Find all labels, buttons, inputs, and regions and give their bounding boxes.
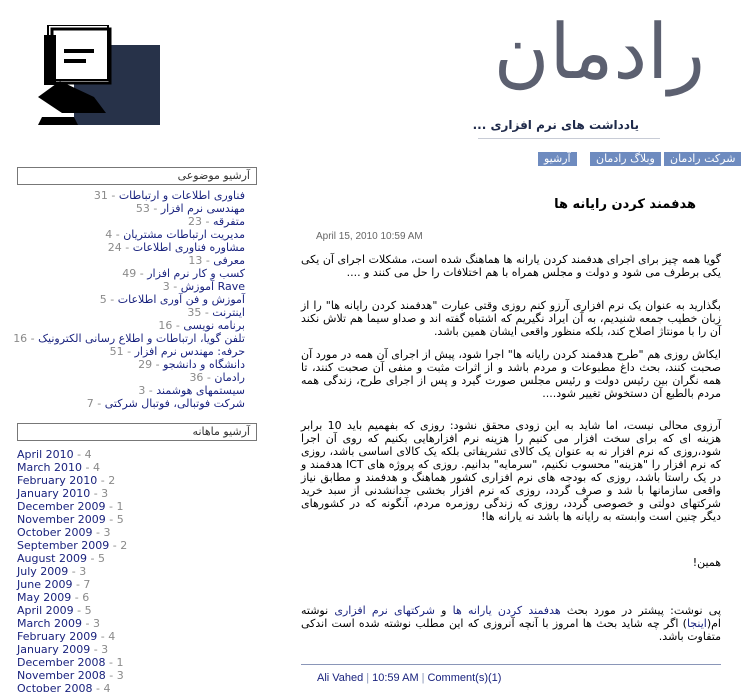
top-nav [0, 152, 747, 166]
post-date: April 15, 2010 10:59 AM [316, 231, 423, 242]
month-link[interactable]: February 2009 [17, 630, 98, 643]
month-count: 3 [116, 669, 124, 682]
topic-count: 4 [105, 228, 113, 241]
topic-link[interactable]: آموزش و فن آوری اطلاعات [117, 293, 245, 306]
topic-count: 3 [138, 384, 146, 397]
topic-item: معرفی - 13 [188, 254, 245, 267]
topic-item: مشاوره فناوری اطلاعات - 24 [107, 241, 245, 254]
month-count: 7 [83, 578, 91, 591]
topic-item: رادمان - 36 [189, 371, 245, 384]
month-link[interactable]: September 2009 [17, 539, 110, 552]
topic-count: 16 [158, 319, 173, 332]
postscript-text: و [434, 604, 453, 617]
topic-link[interactable]: اینترنت [212, 306, 245, 319]
month-count: 4 [93, 461, 100, 474]
post-footer [317, 672, 501, 684]
topic-item: آموزش و فن آوری اطلاعات - 5 [99, 293, 245, 306]
topic-count: 35 [187, 306, 202, 319]
topic-item: Rave آموزش - 3 [162, 280, 245, 293]
topic-count: 24 [107, 241, 122, 254]
topic-item: برنامه نویسی - 16 [158, 319, 245, 332]
tagline-divider [478, 138, 660, 139]
topic-item: حرفه: مهندس نرم افزار - 51 [109, 345, 245, 358]
month-count: 4 [108, 630, 116, 643]
post-paragraph: آرزوی محالی نیست، اما شاید به این زودی محقق نشود: روزی که بفهمیم باید 10 برابر هزینه ای که برای سخت افزار می کنیم را هزینه نرم افزارهایی بکنیم که روی آن اجرا شود،روزی که نرم افزار نه به عنوان یک کالای تشریفاتی بلکه یک کالای اساسی باشد، روزی که نرم افزار را "هزینه" محسوب نکنیم، "سرمایه" بدانیم. روزی که پروژه های ICT هدفمند و در یک راستا باشد، روزی که بودجه های نرم افزاری کشور هماهنگ و هدفمند و مطابق نیاز واقعی سازمانها با شد و صرف گردد، روزی که نرم افزار بخشی جدانشدنی از سبد خرید شرکتهای دولتی و خصوصی گردد، روزی که زندگی روزمره مردم، آنگونه که در کشورهای دیگر چنین است وابسته به رایانه ها باشد نه یارانه ها! [301, 419, 721, 523]
month-item: August 2009 - 5 [17, 552, 105, 565]
month-link[interactable]: November 2008 [17, 669, 106, 682]
month-link[interactable]: February 2010 [17, 474, 98, 487]
tagline: یادداشت های نرم افزاری ... [472, 118, 639, 132]
month-count: 3 [103, 526, 111, 539]
month-count: 5 [84, 604, 92, 617]
month-count: 3 [101, 643, 109, 656]
month-count: 1 [116, 500, 124, 513]
topic-count: 16 [13, 332, 28, 345]
topic-link[interactable]: حرفه: مهندس نرم افزار [134, 345, 245, 358]
topic-count: 29 [138, 358, 153, 371]
month-link[interactable]: October 2009 [17, 526, 93, 539]
month-link[interactable]: July 2009 [17, 565, 69, 578]
month-item: July 2009 - 3 [17, 565, 87, 578]
month-link[interactable]: January 2009 [17, 643, 91, 656]
month-item: April 2010 - 4 [17, 448, 92, 461]
postscript-text: ) اگر چه شاید بحث ها امروز با آنچه آنروزی که این مطلب نوشته شده است اندکی متفاوت باشد. [301, 617, 721, 643]
separator: | [366, 672, 370, 684]
month-item: October 2009 - 3 [17, 526, 111, 539]
topic-link[interactable]: Rave آموزش [180, 280, 245, 293]
topic-item: اینترنت - 35 [187, 306, 245, 319]
monthly-archive-list [17, 448, 127, 695]
month-count: 2 [120, 539, 128, 552]
month-item: November 2009 - 5 [17, 513, 124, 526]
topic-item: سیستمهای هوشمند - 3 [138, 384, 245, 397]
month-link[interactable]: March 2010 [17, 461, 83, 474]
month-count: 4 [103, 682, 111, 695]
topic-link[interactable]: سیستمهای هوشمند [156, 384, 245, 397]
topic-link[interactable]: مهندسی نرم افزار [160, 202, 245, 215]
month-count: 2 [108, 474, 116, 487]
month-link[interactable]: December 2009 [17, 500, 106, 513]
topic-archive-list [13, 189, 257, 410]
month-link[interactable]: June 2009 [17, 578, 73, 591]
topic-count: 53 [135, 202, 150, 215]
month-count: 3 [101, 487, 109, 500]
post-time-link[interactable]: 10:59 AM [372, 672, 419, 684]
month-link[interactable]: May 2009 [17, 591, 72, 604]
month-item: March 2009 - 3 [17, 617, 100, 630]
post-title: هدفمند کردن رایانه ها [554, 197, 696, 212]
month-item: December 2008 - 1 [17, 656, 124, 669]
topic-count: 36 [189, 371, 204, 384]
month-link[interactable]: October 2008 [17, 682, 93, 695]
month-item: April 2009 - 5 [17, 604, 92, 617]
topic-item: متفرقه - 23 [188, 215, 245, 228]
topic-link[interactable]: دانشگاه و دانشجو [163, 358, 245, 371]
month-count: 5 [116, 513, 124, 526]
topic-link[interactable]: مدیریت ارتباطات مشتریان [123, 228, 245, 241]
topic-link[interactable]: کسب و کار نرم افزار [147, 267, 245, 280]
month-count: 3 [79, 565, 87, 578]
tab-archive[interactable]: آرشیو [537, 152, 577, 166]
topic-item: فناوری اطلاعات و ارتباطات - 31 [93, 189, 245, 202]
post-comments-link[interactable]: Comment(s)(1) [427, 672, 502, 684]
post-paragraph: بگذارید به عنوان یک نرم افزاری آرزو کنم روزی وقتی عبارت "هدفمند کردن رایانه ها" را از زبان خطیب جمعه شنیدیم، به آن ایراد نگیریم که اشتباه گفته اند و صداو سیما هم تلاش نکند آن را با مونتاژ اصلاح کند، بلکه منظور واقعی ایشان همین باشد. [301, 299, 721, 338]
link-software-companies[interactable]: شرکتهای نرم افزاری [334, 604, 435, 617]
month-link[interactable]: January 2010 [17, 487, 91, 500]
topic-item: دانشگاه و دانشجو - 29 [138, 358, 245, 371]
topic-link[interactable]: برنامه نویسی [183, 319, 245, 332]
postscript-text: پی نوشت: پیشتر در مورد بحث [560, 604, 722, 617]
post-author-link[interactable]: Ali Vahed [317, 672, 364, 684]
topic-count: 51 [109, 345, 124, 358]
topic-archive-title: آرشیو موضوعی [17, 167, 257, 185]
month-count: 1 [116, 656, 124, 669]
monthly-archive-title: آرشیو ماهانه [17, 423, 257, 441]
topic-count: 7 [86, 397, 94, 410]
topic-count: 23 [188, 215, 203, 228]
topic-item: مهندسی نرم افزار - 53 [135, 202, 245, 215]
post-paragraph: همین! [692, 556, 721, 569]
tab-radman-blog[interactable]: وبلاگ رادمان [589, 152, 661, 166]
topic-count: 13 [188, 254, 203, 267]
topic-link[interactable]: تلفن گویا، ارتباطات و اطلاع رسانی الکترونیک [38, 332, 245, 345]
separator: | [421, 672, 425, 684]
topic-item: مدیریت ارتباطات مشتریان - 4 [105, 228, 245, 241]
month-item: October 2008 - 4 [17, 682, 111, 695]
post-footer-divider [301, 664, 721, 665]
month-item: January 2010 - 3 [17, 487, 109, 500]
link-here[interactable]: اینجا [686, 617, 707, 630]
topic-link[interactable]: شرکت فوتبالی، فوتبال شرکتی [104, 397, 245, 410]
topic-link[interactable]: متفرقه [212, 215, 245, 228]
postscript-text: نوشته ام( [301, 604, 721, 630]
month-item: September 2009 - 2 [17, 539, 128, 552]
month-item: November 2008 - 3 [17, 669, 124, 682]
post-paragraph: ایکاش روزی هم "طرح هدفمند کردن رایانه ها" اجرا شود، پیش از اجرای آن همه در مورد آن صحبت کنند، بحث داغ مطبوعات و مردم باشد و از اثرات مثبت و منفی آن صحبت کنند، تا همه نگران بین رئیس دولت و رئیس مجلس صورت گیرد و پس از اجرای طرح، زندگی همه مردم بالطبع آن دستخوش تغییر شود.... [301, 348, 721, 400]
topic-link[interactable]: مشاوره فناوری اطلاعات [132, 241, 245, 254]
header [0, 0, 747, 152]
topic-link[interactable]: معرفی [213, 254, 245, 267]
month-count: 3 [93, 617, 100, 630]
month-item: February 2009 - 4 [17, 630, 116, 643]
month-item: March 2010 - 4 [17, 461, 100, 474]
sidebar [13, 167, 257, 695]
topic-link[interactable]: فناوری اطلاعات و ارتباطات [118, 189, 245, 202]
month-count: 6 [82, 591, 90, 604]
month-link[interactable]: November 2009 [17, 513, 106, 526]
post-postscript [301, 604, 721, 643]
topic-count: 3 [162, 280, 170, 293]
brand-logo-text: رادمان [493, 7, 705, 96]
month-link[interactable]: April 2009 [17, 604, 74, 617]
tab-radman-company[interactable]: شرکت رادمان [663, 152, 741, 166]
topic-count: 31 [93, 189, 108, 202]
month-count: 5 [97, 552, 105, 565]
month-item: May 2009 - 6 [17, 591, 90, 604]
link-subsidy-targeting[interactable]: هدفمند کردن یارانه ها [452, 604, 561, 617]
month-link[interactable]: December 2008 [17, 656, 106, 669]
topic-link[interactable]: رادمان [214, 371, 245, 384]
post [301, 167, 724, 693]
topic-item: کسب و کار نرم افزار - 49 [122, 267, 245, 280]
month-link[interactable]: March 2009 [17, 617, 83, 630]
topic-item: تلفن گویا، ارتباطات و اطلاع رسانی الکترونیک - 16 [13, 332, 245, 345]
month-link[interactable]: April 2010 [17, 448, 74, 461]
month-link[interactable]: August 2009 [17, 552, 87, 565]
computer-logo-icon [34, 25, 160, 125]
month-count: 4 [84, 448, 92, 461]
topic-item: شرکت فوتبالی، فوتبال شرکتی - 7 [86, 397, 245, 410]
month-item: June 2009 - 7 [17, 578, 91, 591]
post-paragraph: گویا همه چیز برای اجرای هدفمند کردن یارانه ها هماهنگ شده است، مشکلات اجرای آن یکی یکی برطرف می شود و دولت و مجلس همراه با هم اختلافات را حل می کنند و .... [301, 253, 721, 279]
month-item: January 2009 - 3 [17, 643, 109, 656]
topic-count: 5 [99, 293, 107, 306]
topic-count: 49 [122, 267, 137, 280]
month-item: February 2010 - 2 [17, 474, 116, 487]
month-item: December 2009 - 1 [17, 500, 124, 513]
